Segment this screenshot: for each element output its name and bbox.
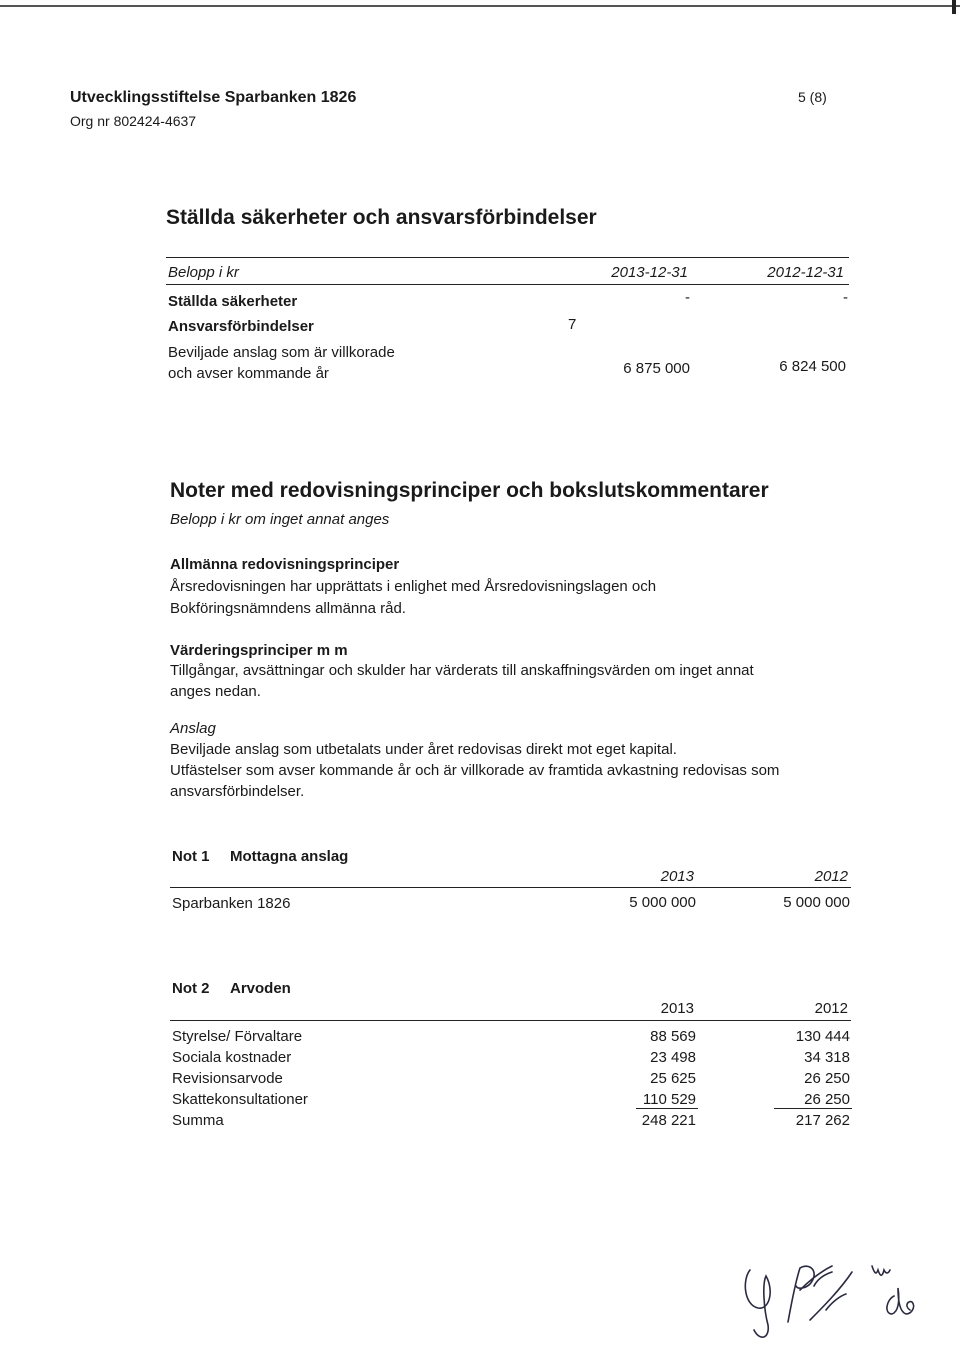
note1-row-2013: 5 000 000: [629, 894, 696, 911]
pledges-row-label: Ansvarsförbindelser: [168, 318, 314, 335]
note2-col-2012: 2012: [814, 1000, 848, 1017]
note2-row-2013: 110 529: [642, 1091, 696, 1108]
note1-col-2012: 2012: [814, 868, 848, 885]
organization-name: Utvecklingsstiftelse Sparbanken 1826: [70, 89, 357, 106]
note2-row-2012: 130 444: [795, 1028, 850, 1045]
pledges-row-note-ref: 7: [568, 316, 577, 333]
general-principles-text-line2: Bokföringsnämndens allmänna råd.: [170, 600, 406, 617]
pledges-row-2012: -: [843, 289, 848, 306]
note2-row-2013: 88 569: [650, 1028, 696, 1045]
note2-header-rule: [170, 1020, 851, 1021]
pledges-top-rule: [166, 257, 849, 258]
grants-text-line1: Beviljade anslag som utbetalats under året redovisas direkt mot eget kapital.: [170, 741, 677, 758]
organization-number: Org nr 802424-4637: [70, 113, 197, 129]
pledges-col-2013: 2013-12-31: [611, 264, 688, 281]
valuation-principles-text-line2: anges nedan.: [170, 683, 261, 700]
note2-total-2013: 248 221: [641, 1112, 696, 1129]
note2-row-2013: 25 625: [650, 1070, 696, 1087]
general-principles-text-line1: Årsredovisningen har upprättats i enlighet med Årsredovisningslagen och: [170, 578, 657, 595]
pledges-col-2012: 2012-12-31: [767, 264, 844, 281]
note2-total-2012: 217 262: [795, 1112, 850, 1129]
note2-total-label: Summa: [172, 1112, 224, 1129]
note2-sum-rule-2013: [636, 1108, 698, 1109]
note1-col-2013: 2013: [660, 868, 694, 885]
pledges-row-2013: 6 875 000: [623, 360, 690, 377]
general-principles-heading: Allmänna redovisningsprinciper: [170, 556, 400, 573]
valuation-principles-heading: Värderingsprinciper m m: [170, 642, 348, 659]
grants-text-line3: ansvarsförbindelser.: [170, 783, 305, 800]
grants-text-line2: Utfästelser som avser kommande år och är villkorade av framtida avkastning redovisas som: [170, 762, 780, 779]
note2-col-2013: 2013: [660, 1000, 694, 1017]
note1-row-2012: 5 000 000: [783, 894, 850, 911]
note2-row-label: Sociala kostnader: [172, 1049, 292, 1066]
pledges-row-2012: 6 824 500: [779, 358, 846, 375]
note2-row-2012: 26 250: [804, 1091, 850, 1108]
note2-row-label: Revisionsarvode: [172, 1070, 283, 1087]
pledges-row-label-line1: Beviljade anslag som är villkorade: [168, 344, 395, 361]
note1-title: Mottagna anslag: [230, 848, 349, 865]
note2-row-label: Skattekonsultationer: [172, 1091, 308, 1108]
top-border-line: [0, 5, 960, 7]
pledges-row-2013: -: [685, 289, 690, 306]
notes-title: Noter med redovisningsprinciper och bokslutskommentarer: [170, 479, 769, 502]
pledges-title: Ställda säkerheter och ansvarsförbindelser: [166, 206, 597, 229]
valuation-principles-text-line1: Tillgångar, avsättningar och skulder har värderats till anskaffningsvärden om inget annat: [170, 662, 754, 679]
pledges-row-label: Ställda säkerheter: [168, 293, 298, 310]
note2-row-2012: 26 250: [804, 1070, 850, 1087]
note1-row-label: Sparbanken 1826: [172, 895, 291, 912]
note2-title: Arvoden: [230, 980, 291, 997]
note2-row-2012: 34 318: [804, 1049, 850, 1066]
note2-row-2013: 23 498: [650, 1049, 696, 1066]
note2-row-label: Styrelse/ Förvaltare: [172, 1028, 303, 1045]
pledges-header-rule: [166, 284, 849, 285]
signature-initials: [740, 1250, 940, 1350]
note2-number: Not 2: [172, 980, 210, 997]
page-number: 5 (8): [798, 89, 827, 105]
note1-number: Not 1: [172, 848, 210, 865]
note2-sum-rule-2012: [774, 1108, 852, 1109]
notes-subtitle: Belopp i kr om inget annat anges: [170, 511, 390, 528]
pledges-row-label-line2: och avser kommande år: [168, 365, 329, 382]
top-corner-mark: [952, 0, 956, 14]
note1-header-rule: [170, 887, 851, 888]
grants-heading: Anslag: [170, 720, 216, 737]
pledges-col-label: Belopp i kr: [168, 264, 239, 281]
